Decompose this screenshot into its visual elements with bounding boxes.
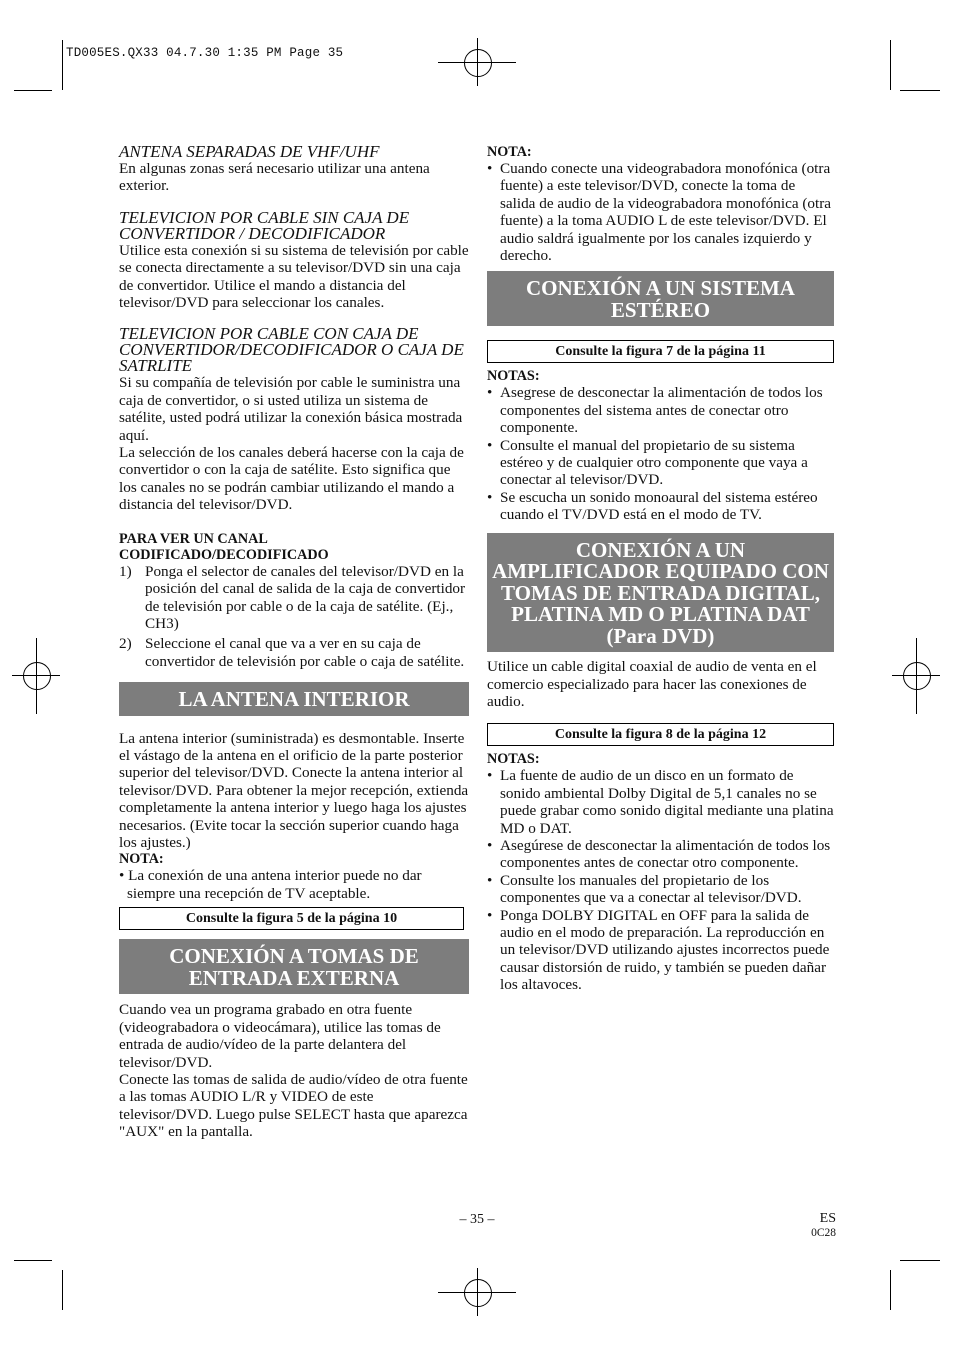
reference-figure-8: Consulte la figura 8 de la página 12 xyxy=(487,723,834,746)
page-number: – 35 – xyxy=(459,1212,495,1227)
steps-list xyxy=(119,563,469,670)
notas-amplifier-label: NOTAS: xyxy=(487,751,540,768)
left-column xyxy=(119,144,469,1141)
notas-stereo-list xyxy=(487,384,834,523)
external-input-body-1: Cuando vea un programa grabado en otra fuente (videograbadora o videocámara), utilice las tomas de entrada de audio/vídeo de la parte delantera del televisor/DVD. xyxy=(119,1001,441,1071)
cable-box-body-1: Si su compañía de televisión por cable le suministra una caja de convertidor, o si usted utiliza un sistema de satélite, usted podrá utilizar la conexión básica mostrada aquí. xyxy=(119,374,463,444)
list-item: 2) Seleccione el canal que va a ver en su caja de convertidor de televisión por cable o caja de satélite. xyxy=(119,635,465,670)
cable-box-body-2: La selección de los canales deberá hacerse con la caja de convertidor o con la caja de satélite. Esto significa que los canales no se podrán cambiar utilizando el mando a distancia del televisor/DVD. xyxy=(119,444,464,514)
vhf-uhf-body: En algunas zonas será necesario utilizar una antena exterior. xyxy=(119,160,430,195)
cable-no-box-body: Utilice esta conexión si su sistema de televisión por cable se conecta directamente a su televisor/DVD sin una caja de convertidor. Utilice el mando a distancia del televisor/DVD para seleccionar los canales. xyxy=(119,241,469,312)
section-title-cable-no-box: TELEVICION POR CABLE SIN CAJA DE CONVERTIDOR / DECODIFICADOR xyxy=(119,207,410,243)
amplifier-body: Utilice un cable digital coaxial de audio de venta en el comercio especializado para hacer las conexiones de audio. xyxy=(487,658,817,710)
indoor-antenna-note: • La conexión de una antena interior puede no dar siempre una recepción de TV aceptable. xyxy=(119,867,422,902)
language-code: ES xyxy=(819,1211,836,1226)
external-input-body-2: Conecte las tomas de salida de audio/vídeo de otra fuente a las tomas AUDIO L/R y VIDEO de este televisor/DVD. Luego pulse SELECT hasta que aparezca "AUX" en la pantalla. xyxy=(119,1070,468,1141)
list-item: • Asegrese de desconectar la alimentación de todos los componentes del sistema antes de conectar otro componente. xyxy=(487,384,834,436)
list-item: • Consulte los manuales del propietario de los componentes que va a conectar al televisor/DVD. xyxy=(487,872,834,907)
nota-label: NOTA: xyxy=(487,144,532,160)
banner-digital-amplifier: CONEXIÓN A UN AMPLIFICADOR EQUIPADO CON TOMAS DE ENTRADA DIGITAL, PLATINA MD O PLATINA DAT (Para DVD) xyxy=(487,533,834,653)
nota-list xyxy=(487,160,834,264)
section-title-decoded-channel: PARA VER UN CANAL CODIFICADO/DECODIFICADO xyxy=(119,530,329,563)
document-code: 0C28 xyxy=(811,1227,836,1239)
section-title-vhf-uhf: ANTENA SEPARADAS DE VHF/UHF xyxy=(119,142,380,161)
banner-external-input: CONEXIÓN A TOMAS DE ENTRADA EXTERNA xyxy=(119,939,469,994)
notas-amplifier-list xyxy=(487,767,834,993)
reference-figure-5: Consulte la figura 5 de la página 10 xyxy=(119,907,464,930)
notas-stereo-label: NOTAS: xyxy=(487,368,540,385)
list-item: • Asegúrese de desconectar la alimentación de todos los componentes antes de conectar otro componente. xyxy=(487,837,834,872)
right-column xyxy=(487,144,834,994)
list-item: • Cuando conecte una videograbadora monofónica (otra fuente) a este televisor/DVD, conecte la toma de salida de audio de la videograbadora monofónica (otra fuente) a la toma AUDIO L de este televisor/DVD. El audio saldrá igualmente por los canales izquierdo y derecho. xyxy=(487,160,834,264)
list-item: 1) Ponga el selector de canales del televisor/DVD en la posición del canal de salida de la caja de convertidor de televisión por cable o de la caja de satélite. (Ej., CH3) xyxy=(119,562,466,632)
banner-stereo-system: CONEXIÓN A UN SISTEMA ESTÉREO xyxy=(487,271,834,326)
section-title-cable-box: TELEVICION POR CABLE CON CAJA DE CONVERTIDOR/DECODIFICADOR O CAJA DE SATRLITE xyxy=(119,324,464,376)
indoor-antenna-note-label: NOTA: xyxy=(119,851,164,868)
list-item: • La fuente de audio de un disco en un formato de sonido ambiental Dolby Digital de 5,1 canales no se puede grabar como sonido digital mediante una platina MD o DAT. xyxy=(487,767,834,837)
indoor-antenna-body: La antena interior (suministrada) es desmontable. Inserte el vástago de la antena en el orificio de la parte posterior superior del televisor/DVD. Conecte la antena interior al televisor/DVD. Para obtener la mejor recepción, extienda completamente la antena interior y luego haga los ajustes necesarios. (Evite tocar la sección superior cuando haga los ajustes.) xyxy=(119,729,469,852)
list-item: • Se escucha un sonido monoaural del sistema estéreo cuando el TV/DVD está en el modo de TV. xyxy=(487,489,834,524)
print-slug: TD005ES.QX33 04.7.30 1:35 PM Page 35 xyxy=(66,46,344,60)
list-item: • Consulte el manual del propietario de su sistema estéreo y de cualquier otro componente que vaya a conectar al televisor/DVD. xyxy=(487,437,834,489)
banner-indoor-antenna: LA ANTENA INTERIOR xyxy=(119,682,469,716)
reference-figure-7: Consulte la figura 7 de la página 11 xyxy=(487,340,834,363)
list-item: • Ponga DOLBY DIGITAL en OFF para la salida de audio en el modo de preparación. La reproducción en un televisor/DVD utilizando ajustes incorrectos puede causar distorsión de ruido, y también se pueden dañar los altavoces. xyxy=(487,907,834,994)
